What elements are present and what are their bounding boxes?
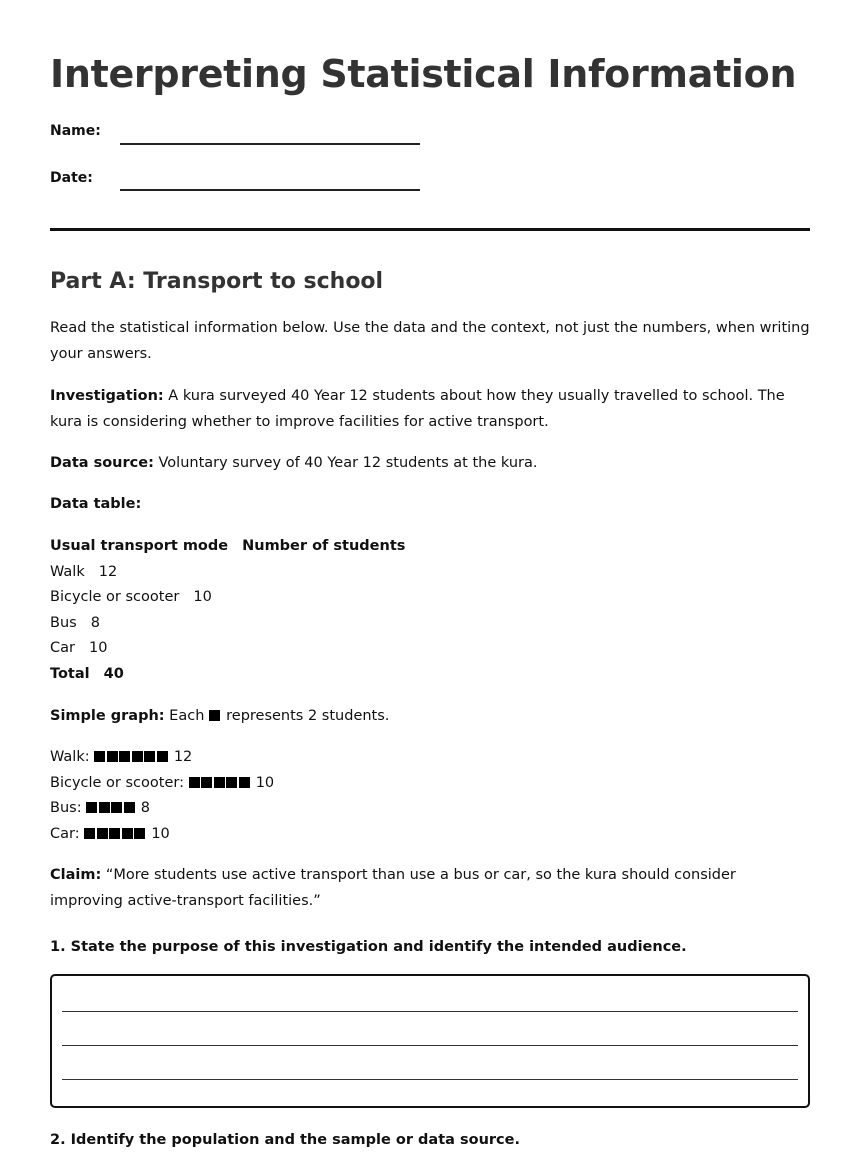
table-header-count: Number of students (242, 538, 406, 554)
table-cell-mode: Walk (50, 564, 85, 580)
square-icon (99, 802, 110, 813)
square-icon (109, 828, 120, 839)
answer-line (62, 1079, 798, 1080)
answer-line (62, 1011, 798, 1012)
square-icon (144, 751, 155, 762)
data-source-label: Data source: (50, 455, 154, 471)
pictograph-label: Car: (50, 826, 80, 842)
table-cell-mode: Car (50, 640, 75, 656)
pictograph-row (50, 796, 150, 822)
table-cell-mode: Bus (50, 615, 77, 631)
graph-key (50, 704, 389, 730)
square-icon (157, 751, 168, 762)
pictograph-label: Bicycle or scooter: (50, 775, 184, 791)
name-label: Name: (50, 123, 101, 139)
square-icon (226, 777, 237, 788)
investigation-paragraph (50, 384, 810, 435)
square-icon (124, 802, 135, 813)
data-source-paragraph (50, 451, 810, 477)
square-icon (239, 777, 250, 788)
table-cell-count: 8 (90, 615, 100, 631)
square-icon (189, 777, 200, 788)
table-cell-count: 12 (98, 564, 118, 580)
table-row (50, 585, 212, 611)
claim-paragraph (50, 863, 810, 914)
pictograph-value: 8 (140, 800, 151, 816)
section-divider (50, 228, 810, 231)
data-source-text: Voluntary survey of 40 Year 12 students at the kura. (153, 455, 538, 471)
pictograph-squares (189, 775, 252, 791)
square-icon (97, 828, 108, 839)
pictograph-squares (94, 749, 169, 765)
intro-paragraph: Read the statistical information below. Use the data and the context, not just the numbers, when writing your answers. (50, 320, 810, 362)
pictograph-label: Bus: (50, 800, 82, 816)
pictograph-value: 12 (173, 749, 193, 765)
square-icon (84, 828, 95, 839)
graph-key-post: represents 2 students. (221, 708, 390, 724)
pictograph-value: 10 (255, 775, 275, 791)
pictograph-row (50, 822, 170, 848)
date-label: Date: (50, 170, 93, 186)
table-row (50, 611, 100, 637)
data-table-label: Data table: (50, 496, 142, 512)
square-icon (111, 802, 122, 813)
table-header-mode: Usual transport mode (50, 538, 229, 554)
pictograph-row (50, 745, 192, 771)
table-cell-count: 10 (88, 640, 108, 656)
page-title: Interpreting Statistical Information (50, 52, 797, 96)
table-row (50, 636, 107, 662)
table-header (50, 534, 405, 560)
square-icon (201, 777, 212, 788)
investigation-label: Investigation: (50, 388, 164, 404)
square-icon (94, 751, 105, 762)
pictograph-row (50, 771, 274, 797)
table-total-label: Total (50, 666, 90, 682)
question-1: 1. State the purpose of this investigation and identify the intended audience. (50, 939, 687, 955)
square-icon (107, 751, 118, 762)
table-total-value: 40 (103, 666, 124, 682)
table-cell-mode: Bicycle or scooter (50, 589, 180, 605)
date-field[interactable] (120, 189, 420, 191)
claim-label: Claim: (50, 867, 102, 883)
investigation-text: A kura surveyed 40 Year 12 students about how they usually travelled to school. The kura is considering whether to improve facilities for active transport. (50, 388, 785, 430)
section-heading: Part A: Transport to school (50, 269, 384, 294)
square-icon (119, 751, 130, 762)
pictograph-label: Walk: (50, 749, 90, 765)
table-row (50, 560, 117, 586)
square-icon (86, 802, 97, 813)
question-2: 2. Identify the population and the sample or data source. (50, 1132, 520, 1148)
answer-box-1[interactable] (50, 974, 810, 1108)
table-cell-count: 10 (193, 589, 212, 605)
square-icon (214, 777, 225, 788)
pictograph-squares (86, 800, 136, 816)
claim-text: “More students use active transport than use a bus or car, so the kura should consider improving active-transport facilities.” (50, 867, 736, 909)
graph-label: Simple graph: (50, 708, 165, 724)
square-icon (134, 828, 145, 839)
pictograph-squares (84, 826, 147, 842)
name-field[interactable] (120, 143, 420, 145)
answer-line (62, 1045, 798, 1046)
square-icon (209, 710, 220, 721)
pictograph-value: 10 (151, 826, 170, 842)
table-total-row (50, 662, 124, 688)
square-icon (122, 828, 133, 839)
graph-key-pre: Each (164, 708, 210, 724)
square-icon (132, 751, 143, 762)
